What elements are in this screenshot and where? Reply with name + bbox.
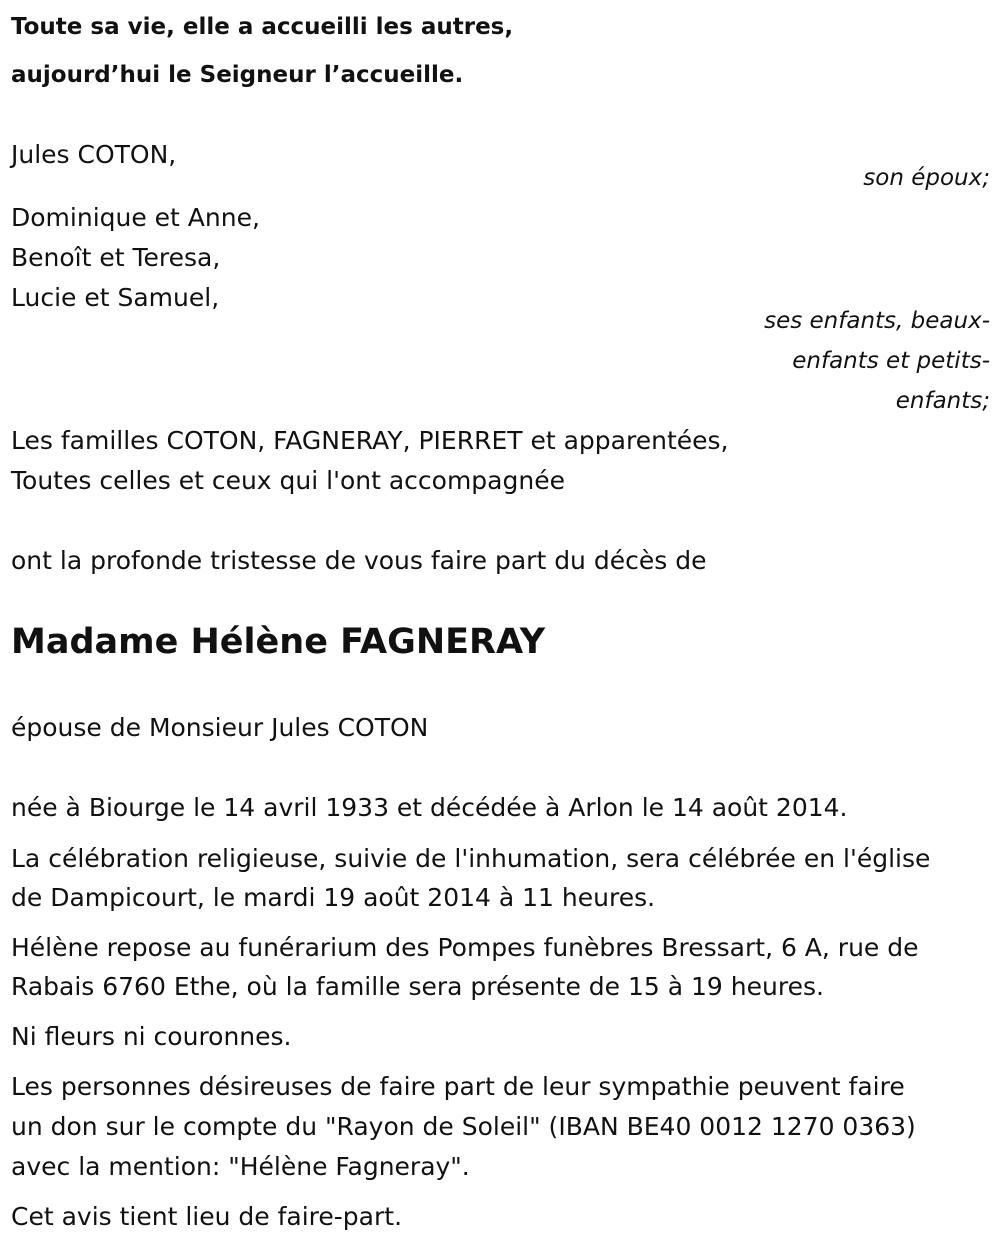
donation-line-2: un don sur le compte du "Rayon de Soleil" (IBAN BE40 0012 1270 0363)	[11, 1112, 916, 1141]
children-role-line-1: ses enfants, beaux-	[764, 308, 990, 334]
others-line: Toutes celles et ceux qui l'ont accompagnée	[11, 466, 565, 495]
flowers-note: Ni fleurs ni couronnes.	[11, 1022, 292, 1051]
child-line-1: Dominique et Anne,	[11, 203, 260, 232]
ceremony-line-2: de Dampicourt, le mardi 19 août 2014 à 11 heures.	[11, 883, 656, 912]
intro-line-1: Toute sa vie, elle a accueilli les autres,	[11, 14, 514, 40]
families-line: Les familles COTON, FAGNERAY, PIERRET et apparentées,	[11, 426, 729, 455]
ceremony-line-1: La célébration religieuse, suivie de l'inhumation, sera célébrée en l'église	[11, 844, 931, 873]
donation-line-3: avec la mention: "Hélène Fagneray".	[11, 1152, 470, 1181]
children-role-line-3: enfants;	[895, 388, 990, 414]
deceased-name: Madame Hélène FAGNERAY	[11, 622, 546, 662]
closing-note: Cet avis tient lieu de faire-part.	[11, 1202, 403, 1231]
spouse-of: épouse de Monsieur Jules COTON	[11, 713, 429, 742]
donation-line-1: Les personnes désireuses de faire part de leur sympathie peuvent faire	[11, 1072, 905, 1101]
children-role-line-2: enfants et petits-	[792, 348, 990, 374]
child-line-2: Benoît et Teresa,	[11, 243, 221, 272]
spouse-name: Jules COTON,	[11, 140, 177, 169]
funeral-home-line-1: Hélène repose au funérarium des Pompes funèbres Bressart, 6 A, rue de	[11, 933, 919, 962]
intro-line-2: aujourd’hui le Seigneur l’accueille.	[11, 62, 464, 88]
announcement: ont la profonde tristesse de vous faire part du décès de	[11, 546, 707, 575]
child-line-3: Lucie et Samuel,	[11, 283, 220, 312]
spouse-role: son époux;	[863, 165, 990, 191]
birth-death: née à Biourge le 14 avril 1933 et décédée à Arlon le 14 août 2014.	[11, 793, 848, 822]
funeral-home-line-2: Rabais 6760 Ethe, où la famille sera présente de 15 à 19 heures.	[11, 972, 824, 1001]
